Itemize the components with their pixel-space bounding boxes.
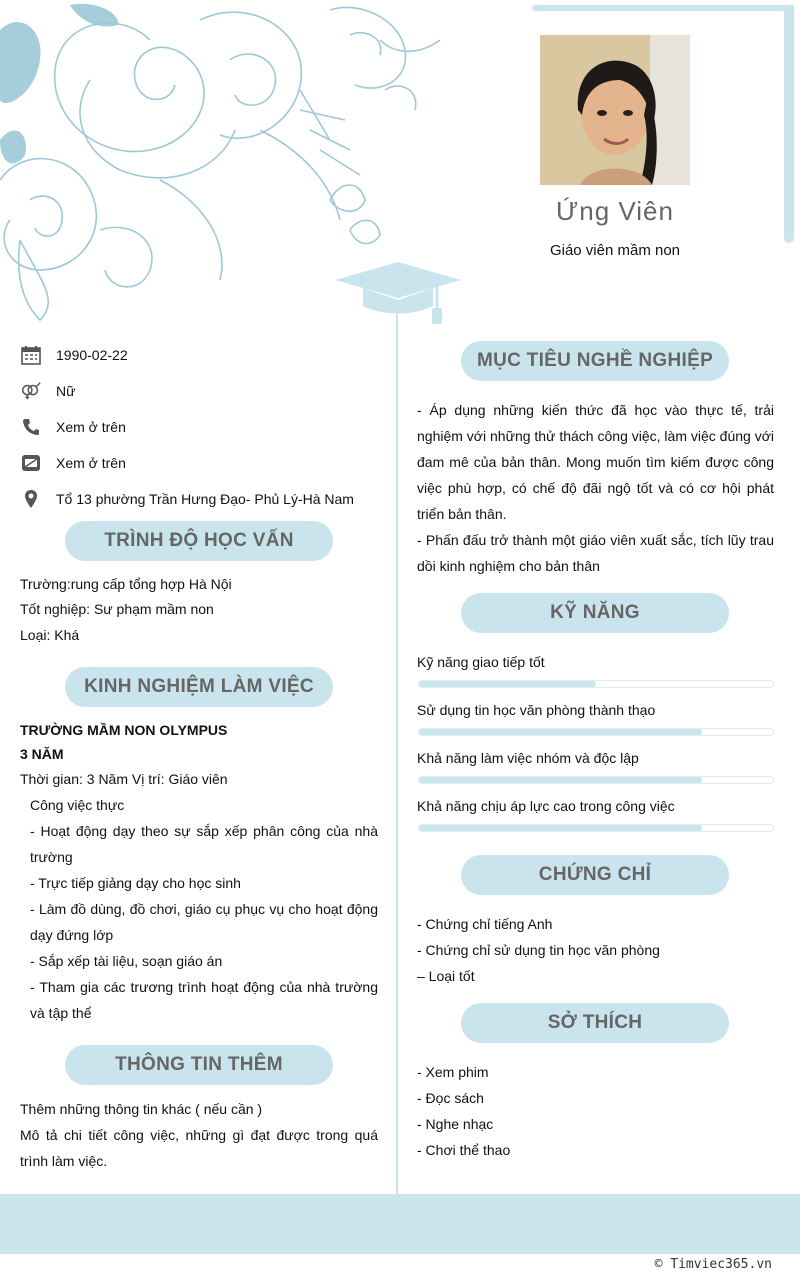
objective-heading: MỤC TIÊU NGHỀ NGHIỆP	[461, 341, 729, 381]
skill-bar-fill	[419, 681, 596, 687]
experience-item: - Sắp xếp tài liệu, soạn giáo án	[30, 953, 223, 969]
contact-birthdate	[20, 343, 390, 367]
hobby-item: - Nghe nhạc	[417, 1116, 494, 1132]
education-school: Trường:rung cấp tổng hợp Hà Nội	[20, 576, 232, 592]
skill-name: Kỹ năng giao tiếp tốt	[417, 654, 545, 670]
skill-bar-fill	[419, 825, 702, 831]
email-icon	[20, 452, 42, 474]
certificates-heading: CHỨNG CHỈ	[461, 855, 729, 895]
skill-bar	[418, 680, 774, 688]
extra-heading: THÔNG TIN THÊM	[65, 1045, 333, 1085]
experience-subheading: Công việc thực	[30, 797, 125, 813]
skill-name: Khả năng chịu áp lực cao trong công việc	[417, 798, 675, 814]
education-grade: Loại: Khá	[20, 627, 80, 643]
objective-paragraph: - Phấn đấu trở thành một giáo viên xuất sắc, tích lũy trau dồi kinh nghiệm cho bản thân	[417, 532, 774, 574]
contact-phone	[20, 415, 390, 439]
hobby-item: - Xem phim	[417, 1064, 489, 1080]
email-value: Xem ở trên	[56, 455, 126, 471]
copyright-text: © Timviec365.vn	[654, 1257, 772, 1272]
experience-time-position: Thời gian: 3 Năm Vị trí: Giáo viên	[20, 771, 228, 787]
birthdate-value: 1990-02-22	[56, 347, 128, 363]
profile-photo	[540, 35, 690, 185]
experience-company: TRƯỜNG MẦM NON OLYMPUS	[20, 722, 228, 738]
experience-heading: KINH NGHIỆM LÀM VIỆC	[65, 667, 333, 707]
graduation-cap-icon	[333, 258, 463, 328]
objective-paragraph: - Áp dụng những kiến thức đã học vào thực tế, trải nghiệm với những thử thách công việc, làm việc đúng với đam mê của bản thân. Mong muốn tìm kiếm được công việc phù hợp, có chế độ đãi ngộ tốt và có cơ hội phát triển bản thân.	[417, 402, 774, 522]
education-major: Tốt nghiệp: Sư phạm mầm non	[20, 601, 214, 617]
portrait-illustration	[540, 35, 690, 185]
phone-value: Xem ở trên	[56, 419, 126, 435]
education-heading: TRÌNH ĐỘ HỌC VẤN	[65, 521, 333, 561]
contact-email	[20, 451, 390, 475]
candidate-name: Ứng Viên	[556, 196, 674, 226]
column-divider	[396, 310, 398, 1194]
experience-item: - Tham gia các trương trình hoạt động của nhà trường và tập thể	[30, 979, 378, 1021]
extra-line: Thêm những thông tin khác ( nếu cần )	[20, 1101, 263, 1117]
location-icon	[20, 488, 42, 510]
gender-icon	[20, 380, 42, 402]
hobby-item: - Đọc sách	[417, 1090, 484, 1106]
frame-top-accent	[532, 5, 788, 11]
frame-right-accent	[784, 5, 794, 243]
skill-bar	[418, 824, 774, 832]
gender-value: Nữ	[56, 383, 76, 399]
footer-band	[0, 1194, 800, 1254]
skill-bar-fill	[419, 777, 702, 783]
certificate-item: – Loại tốt	[417, 968, 475, 984]
contact-address	[20, 487, 390, 511]
contact-gender	[20, 379, 390, 403]
hobby-item: - Chơi thể thao	[417, 1142, 511, 1158]
skill-bar-fill	[419, 729, 702, 735]
certificate-item: - Chứng chỉ sử dụng tin học văn phòng	[417, 942, 660, 958]
address-value: Tổ 13 phường Trần Hưng Đạo- Phủ Lý-Hà Nam	[56, 491, 354, 507]
calendar-icon	[20, 344, 42, 366]
candidate-title: Giáo viên mầm non	[549, 242, 681, 259]
skill-name: Khả năng làm việc nhóm và độc lập	[417, 750, 639, 766]
skill-bar	[418, 776, 774, 784]
skill-name: Sử dụng tin học văn phòng thành thạo	[417, 702, 656, 718]
experience-duration: 3 NĂM	[20, 746, 64, 762]
experience-item: - Làm đồ dùng, đồ chơi, giáo cụ phục vụ cho hoạt động dạy đứng lớp	[30, 901, 378, 943]
skills-heading: KỸ NĂNG	[461, 593, 729, 633]
experience-item: - Trực tiếp giảng dạy cho học sinh	[30, 875, 241, 891]
experience-item: - Hoạt động dạy theo sự sắp xếp phân công của nhà trường	[30, 823, 378, 865]
hobbies-heading: SỞ THÍCH	[461, 1003, 729, 1043]
extra-description: Mô tả chi tiết công việc, những gì đạt được trong quá trình làm việc.	[20, 1127, 378, 1169]
phone-icon	[20, 416, 42, 438]
certificate-item: - Chứng chỉ tiếng Anh	[417, 916, 553, 932]
skill-bar	[418, 728, 774, 736]
